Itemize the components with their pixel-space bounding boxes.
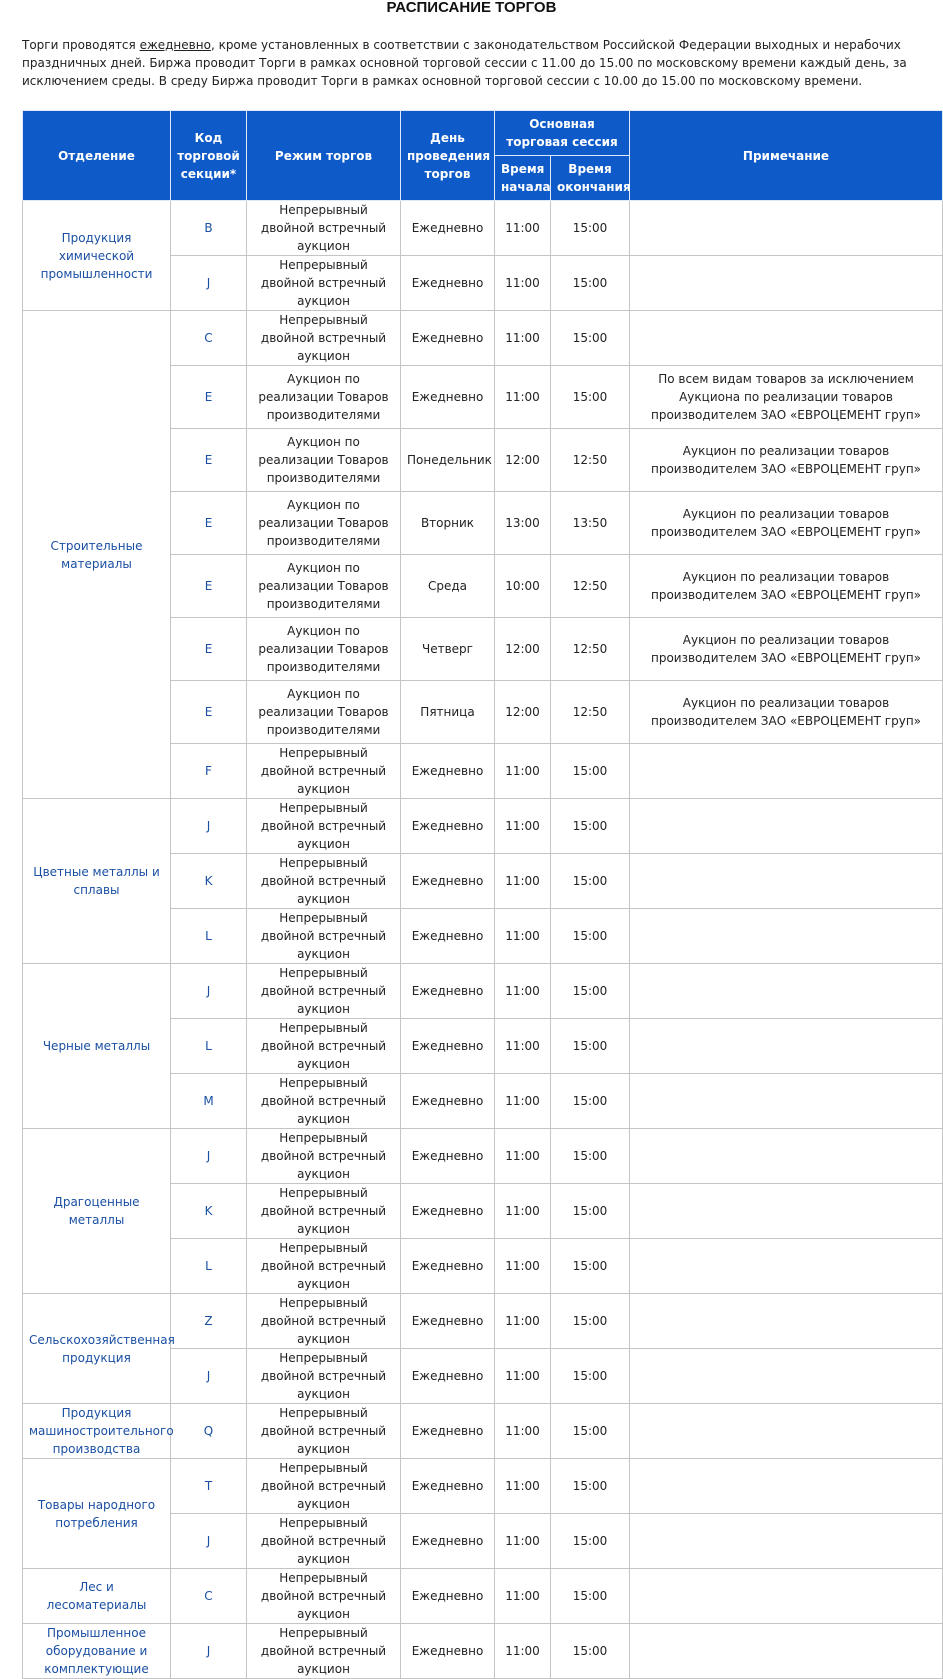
end-time-cell: 15:00 [551,854,630,909]
note-cell [630,1624,943,1679]
note-cell [630,799,943,854]
end-time-cell: 12:50 [551,555,630,618]
intro-text-after: , кроме установленных в соответствии с законодательством Российской Федерации выходных и нерабочих праздничных дней. Биржа проводит Торги в рамках основной торговой сессии с 11.00 до 15.00 по московскому времени каждый день, за исключением среды. В среду Биржа проводит Торги в рамках основной торговой сессии с 10.00 до 15.00 по московскому времени. [22,38,907,88]
header-session: Основная торговая сессия [495,111,630,156]
end-time-cell: 15:00 [551,1569,630,1624]
day-cell: Пятница [401,681,495,744]
note-cell: Аукцион по реализации товаров производителем ЗАО «ЕВРОЦЕМЕНТ груп» [630,429,943,492]
start-time-cell: 11:00 [495,366,551,429]
mode-cell: Непрерывный двойной встречный аукцион [247,744,401,799]
day-cell: Ежедневно [401,1459,495,1514]
table-row [23,1294,943,1349]
day-cell: Ежедневно [401,854,495,909]
mode-cell: Непрерывный двойной встречный аукцион [247,1294,401,1349]
department-cell[interactable]: Строительные материалы [23,311,171,799]
intro-text-before: Торги проводятся [22,38,140,52]
code-cell[interactable]: M [171,1074,247,1129]
mode-cell: Непрерывный двойной встречный аукцион [247,1624,401,1679]
day-cell: Ежедневно [401,1624,495,1679]
end-time-cell: 12:50 [551,681,630,744]
day-cell: Вторник [401,492,495,555]
department-cell[interactable]: Цветные металлы и сплавы [23,799,171,964]
day-cell: Ежедневно [401,1404,495,1459]
code-cell[interactable]: J [171,964,247,1019]
end-time-cell: 15:00 [551,909,630,964]
header-code: Код торговой секции* [171,111,247,201]
schedule-table [22,110,943,1679]
code-cell[interactable]: E [171,366,247,429]
end-time-cell: 15:00 [551,1404,630,1459]
mode-cell: Непрерывный двойной встречный аукцион [247,1569,401,1624]
note-cell [630,1294,943,1349]
code-cell[interactable]: J [171,1349,247,1404]
mode-cell: Аукцион по реализации Товаров производителями [247,681,401,744]
schedule-table-header [23,111,943,201]
page-title: РАСПИСАНИЕ ТОРГОВ [386,0,557,16]
intro-daily-link: ежедневно [139,38,211,52]
start-time-cell: 11:00 [495,799,551,854]
table-row [23,201,943,256]
mode-cell: Непрерывный двойной встречный аукцион [247,201,401,256]
day-cell: Ежедневно [401,256,495,311]
day-cell: Ежедневно [401,1019,495,1074]
note-cell [630,1514,943,1569]
start-time-cell: 11:00 [495,1239,551,1294]
mode-cell: Непрерывный двойной встречный аукцион [247,311,401,366]
department-cell[interactable]: Товары народного потребления [23,1459,171,1569]
end-time-cell: 12:50 [551,618,630,681]
end-time-cell: 15:00 [551,1514,630,1569]
end-time-cell: 15:00 [551,1074,630,1129]
end-time-cell: 15:00 [551,311,630,366]
header-end: Время окончания [551,156,630,201]
table-row [23,1404,943,1459]
start-time-cell: 11:00 [495,1019,551,1074]
note-cell [630,744,943,799]
note-cell [630,964,943,1019]
note-cell [630,256,943,311]
table-row [23,1459,943,1514]
note-cell: По всем видам товаров за исключением Аукциона по реализации товаров производителем ЗАО «ЕВРОЦЕМЕНТ груп» [630,366,943,429]
start-time-cell: 13:00 [495,492,551,555]
end-time-cell: 15:00 [551,1019,630,1074]
day-cell: Ежедневно [401,744,495,799]
mode-cell: Непрерывный двойной встречный аукцион [247,909,401,964]
start-time-cell: 10:00 [495,555,551,618]
start-time-cell: 11:00 [495,909,551,964]
code-cell[interactable]: Q [171,1404,247,1459]
code-cell[interactable]: C [171,311,247,366]
end-time-cell: 15:00 [551,799,630,854]
mode-cell: Непрерывный двойной встречный аукцион [247,1404,401,1459]
start-time-cell: 12:00 [495,681,551,744]
department-cell[interactable]: Продукция химической промышленности [23,201,171,311]
end-time-cell: 15:00 [551,256,630,311]
start-time-cell: 11:00 [495,1349,551,1404]
department-cell[interactable]: Промышленное оборудование и комплектующие [23,1624,171,1679]
start-time-cell: 11:00 [495,256,551,311]
end-time-cell: 15:00 [551,1239,630,1294]
note-cell [630,1239,943,1294]
end-time-cell: 15:00 [551,964,630,1019]
start-time-cell: 11:00 [495,1074,551,1129]
start-time-cell: 11:00 [495,311,551,366]
intro-paragraph [22,36,940,90]
day-cell: Ежедневно [401,1184,495,1239]
code-cell[interactable]: T [171,1459,247,1514]
code-cell[interactable]: J [171,1514,247,1569]
start-time-cell: 11:00 [495,201,551,256]
day-cell: Среда [401,555,495,618]
mode-cell: Непрерывный двойной встречный аукцион [247,799,401,854]
note-cell [630,1074,943,1129]
code-cell[interactable]: J [171,256,247,311]
table-row [23,1569,943,1624]
note-cell [630,854,943,909]
mode-cell: Аукцион по реализации Товаров производителями [247,429,401,492]
note-cell [630,1129,943,1184]
end-time-cell: 12:50 [551,429,630,492]
day-cell: Понедельник [401,429,495,492]
start-time-cell: 11:00 [495,1129,551,1184]
end-time-cell: 15:00 [551,1624,630,1679]
note-cell [630,1184,943,1239]
code-cell[interactable]: E [171,555,247,618]
mode-cell: Аукцион по реализации Товаров производителями [247,555,401,618]
day-cell: Ежедневно [401,201,495,256]
day-cell: Ежедневно [401,1129,495,1184]
code-cell[interactable]: J [171,799,247,854]
day-cell: Ежедневно [401,1569,495,1624]
code-cell[interactable]: E [171,429,247,492]
header-mode: Режим торгов [247,111,401,201]
mode-cell: Непрерывный двойной встречный аукцион [247,1184,401,1239]
day-cell: Ежедневно [401,366,495,429]
day-cell: Ежедневно [401,799,495,854]
mode-cell: Аукцион по реализации Товаров производителями [247,618,401,681]
mode-cell: Непрерывный двойной встречный аукцион [247,1349,401,1404]
table-row [23,1624,943,1679]
note-cell: Аукцион по реализации товаров производителем ЗАО «ЕВРОЦЕМЕНТ груп» [630,555,943,618]
mode-cell: Непрерывный двойной встречный аукцион [247,1019,401,1074]
table-row [23,964,943,1019]
note-cell: Аукцион по реализации товаров производителем ЗАО «ЕВРОЦЕМЕНТ груп» [630,492,943,555]
day-cell: Ежедневно [401,1349,495,1404]
mode-cell: Непрерывный двойной встречный аукцион [247,1459,401,1514]
day-cell: Ежедневно [401,964,495,1019]
department-cell[interactable]: Черные металлы [23,964,171,1129]
start-time-cell: 11:00 [495,964,551,1019]
code-cell[interactable]: L [171,909,247,964]
end-time-cell: 15:00 [551,1294,630,1349]
note-cell [630,311,943,366]
code-cell[interactable]: K [171,1184,247,1239]
day-cell: Ежедневно [401,1074,495,1129]
code-cell[interactable]: Z [171,1294,247,1349]
code-cell[interactable]: E [171,618,247,681]
mode-cell: Непрерывный двойной встречный аукцион [247,964,401,1019]
start-time-cell: 11:00 [495,1624,551,1679]
start-time-cell: 11:00 [495,1184,551,1239]
mode-cell: Непрерывный двойной встречный аукцион [247,1074,401,1129]
table-row [23,799,943,854]
table-row [23,311,943,366]
end-time-cell: 13:50 [551,492,630,555]
mode-cell: Аукцион по реализации Товаров производителями [247,492,401,555]
day-cell: Четверг [401,618,495,681]
start-time-cell: 11:00 [495,1459,551,1514]
header-day: День проведения торгов [401,111,495,201]
department-cell[interactable]: Драгоценные металлы [23,1129,171,1294]
header-note: Примечание [630,111,943,201]
code-cell[interactable]: C [171,1569,247,1624]
note-cell [630,1019,943,1074]
end-time-cell: 15:00 [551,1129,630,1184]
note-cell [630,1349,943,1404]
start-time-cell: 12:00 [495,618,551,681]
end-time-cell: 15:00 [551,201,630,256]
end-time-cell: 15:00 [551,1349,630,1404]
header-start: Время начала [495,156,551,201]
department-cell[interactable]: Сельскохозяйственная продукция [23,1294,171,1404]
code-cell[interactable]: B [171,201,247,256]
code-cell[interactable]: F [171,744,247,799]
mode-cell: Непрерывный двойной встречный аукцион [247,256,401,311]
header-department: Отделение [23,111,171,201]
day-cell: Ежедневно [401,1514,495,1569]
mode-cell: Непрерывный двойной встречный аукцион [247,1239,401,1294]
mode-cell: Непрерывный двойной встречный аукцион [247,1514,401,1569]
note-cell [630,1404,943,1459]
start-time-cell: 11:00 [495,1404,551,1459]
note-cell: Аукцион по реализации товаров производителем ЗАО «ЕВРОЦЕМЕНТ груп» [630,681,943,744]
code-cell[interactable]: J [171,1624,247,1679]
end-time-cell: 15:00 [551,1184,630,1239]
department-cell[interactable]: Лес и лесоматериалы [23,1569,171,1624]
code-cell[interactable]: J [171,1129,247,1184]
note-cell [630,909,943,964]
end-time-cell: 15:00 [551,1459,630,1514]
start-time-cell: 11:00 [495,744,551,799]
code-cell[interactable]: L [171,1239,247,1294]
table-row [23,1129,943,1184]
note-cell: Аукцион по реализации товаров производителем ЗАО «ЕВРОЦЕМЕНТ груп» [630,618,943,681]
end-time-cell: 15:00 [551,366,630,429]
code-cell[interactable]: L [171,1019,247,1074]
day-cell: Ежедневно [401,311,495,366]
code-cell[interactable]: E [171,681,247,744]
end-time-cell: 15:00 [551,744,630,799]
start-time-cell: 11:00 [495,1569,551,1624]
schedule-table-body [23,201,943,1679]
day-cell: Ежедневно [401,909,495,964]
start-time-cell: 11:00 [495,854,551,909]
mode-cell: Аукцион по реализации Товаров производителями [247,366,401,429]
mode-cell: Непрерывный двойной встречный аукцион [247,1129,401,1184]
start-time-cell: 11:00 [495,1514,551,1569]
day-cell: Ежедневно [401,1294,495,1349]
start-time-cell: 11:00 [495,1294,551,1349]
note-cell [630,201,943,256]
note-cell [630,1459,943,1514]
code-cell[interactable]: E [171,492,247,555]
note-cell [630,1569,943,1624]
day-cell: Ежедневно [401,1239,495,1294]
start-time-cell: 12:00 [495,429,551,492]
code-cell[interactable]: K [171,854,247,909]
department-cell[interactable]: Продукция машиностроительного производства [23,1404,171,1459]
mode-cell: Непрерывный двойной встречный аукцион [247,854,401,909]
